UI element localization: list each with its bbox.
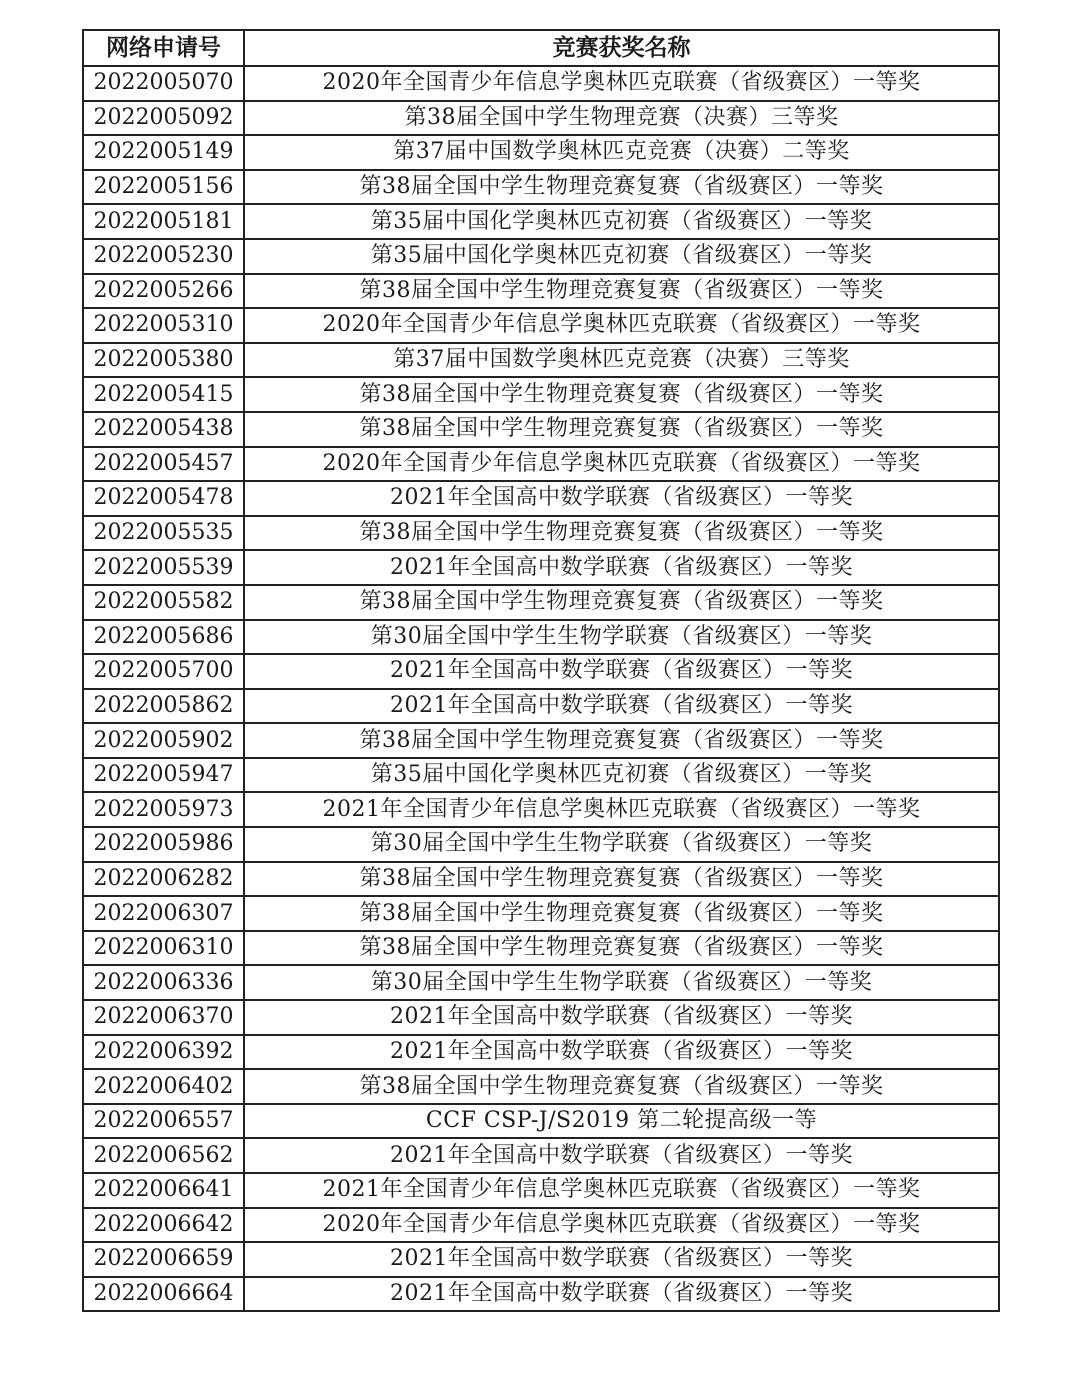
award-name-cell: 第35届中国化学奥林匹克初赛（省级赛区）一等奖 [244,239,999,274]
application-number-cell: 2022006641 [83,1173,244,1208]
application-number-cell: 2022006557 [83,1104,244,1139]
award-name-cell: 2020年全国青少年信息学奥林匹克联赛（省级赛区）一等奖 [244,66,999,101]
application-number-cell: 2022005862 [83,689,244,724]
application-number-cell: 2022006370 [83,1000,244,1035]
application-number-cell: 2022006402 [83,1069,244,1104]
application-number-cell: 2022006392 [83,1035,244,1070]
award-name-cell: CCF CSP-J/S2019 第二轮提高级一等 [244,1104,999,1139]
table-row [83,1173,999,1208]
application-number-cell: 2022005415 [83,377,244,412]
table-row [83,1069,999,1104]
table-row [83,170,999,205]
application-number-cell: 2022005092 [83,101,244,136]
table-row [83,66,999,101]
award-name-cell: 2021年全国高中数学联赛（省级赛区）一等奖 [244,481,999,516]
table-row [83,135,999,170]
table-row [83,1000,999,1035]
application-number-cell: 2022006310 [83,931,244,966]
award-name-cell: 2021年全国高中数学联赛（省级赛区）一等奖 [244,1138,999,1173]
application-number-cell: 2022005947 [83,758,244,793]
table-row [83,689,999,724]
application-number-cell: 2022006307 [83,896,244,931]
award-name-cell: 第30届全国中学生生物学联赛（省级赛区）一等奖 [244,620,999,655]
header-application-number: 网络申请号 [83,30,244,66]
table-row [83,862,999,897]
award-name-cell: 2021年全国高中数学联赛（省级赛区）一等奖 [244,689,999,724]
table-row [83,239,999,274]
table-row [83,965,999,1000]
table-row [83,827,999,862]
award-name-cell: 2021年全国高中数学联赛（省级赛区）一等奖 [244,1035,999,1070]
table-row [83,481,999,516]
application-number-cell: 2022006282 [83,862,244,897]
application-number-cell: 2022005686 [83,620,244,655]
table-row [83,550,999,585]
application-number-cell: 2022005380 [83,343,244,378]
application-number-cell: 2022005986 [83,827,244,862]
application-number-cell: 2022005230 [83,239,244,274]
table-row [83,1104,999,1139]
table-row [83,723,999,758]
table-row [83,101,999,136]
application-number-cell: 2022006642 [83,1208,244,1243]
award-name-cell: 第38届全国中学生物理竞赛复赛（省级赛区）一等奖 [244,412,999,447]
award-name-cell: 2021年全国高中数学联赛（省级赛区）一等奖 [244,1277,999,1312]
application-number-cell: 2022006659 [83,1242,244,1277]
application-number-cell: 2022005582 [83,585,244,620]
table-row [83,585,999,620]
table-row [83,1242,999,1277]
award-name-cell: 2020年全国青少年信息学奥林匹克联赛（省级赛区）一等奖 [244,447,999,482]
awards-table-body [83,66,999,1311]
table-row [83,1138,999,1173]
table-row [83,620,999,655]
application-number-cell: 2022005266 [83,274,244,309]
application-number-cell: 2022005478 [83,481,244,516]
award-name-cell: 第38届全国中学生物理竞赛复赛（省级赛区）一等奖 [244,931,999,966]
award-name-cell: 第38届全国中学生物理竞赛复赛（省级赛区）一等奖 [244,862,999,897]
table-row [83,204,999,239]
award-name-cell: 第38届全国中学生物理竞赛（决赛）三等奖 [244,101,999,136]
table-row [83,343,999,378]
award-name-cell: 第38届全国中学生物理竞赛复赛（省级赛区）一等奖 [244,1069,999,1104]
award-name-cell: 2021年全国青少年信息学奥林匹克联赛（省级赛区）一等奖 [244,1173,999,1208]
table-row [83,516,999,551]
award-name-cell: 第35届中国化学奥林匹克初赛（省级赛区）一等奖 [244,204,999,239]
table-row [83,1035,999,1070]
application-number-cell: 2022006336 [83,965,244,1000]
table-row [83,792,999,827]
award-name-cell: 2020年全国青少年信息学奥林匹克联赛（省级赛区）一等奖 [244,1208,999,1243]
application-number-cell: 2022005539 [83,550,244,585]
table-row [83,654,999,689]
table-row [83,896,999,931]
award-name-cell: 第38届全国中学生物理竞赛复赛（省级赛区）一等奖 [244,723,999,758]
table-row [83,758,999,793]
award-name-cell: 2021年全国高中数学联赛（省级赛区）一等奖 [244,1000,999,1035]
table-row [83,1208,999,1243]
award-name-cell: 2021年全国高中数学联赛（省级赛区）一等奖 [244,1242,999,1277]
application-number-cell: 2022005310 [83,308,244,343]
application-number-cell: 2022005700 [83,654,244,689]
application-number-cell: 2022005902 [83,723,244,758]
application-number-cell: 2022006664 [83,1277,244,1312]
application-number-cell: 2022005149 [83,135,244,170]
award-name-cell: 第30届全国中学生生物学联赛（省级赛区）一等奖 [244,965,999,1000]
application-number-cell: 2022006562 [83,1138,244,1173]
award-name-cell: 第37届中国数学奥林匹克竞赛（决赛）二等奖 [244,135,999,170]
award-name-cell: 2021年全国高中数学联赛（省级赛区）一等奖 [244,550,999,585]
table-row [83,274,999,309]
awards-table [82,29,1000,1312]
table-row [83,308,999,343]
application-number-cell: 2022005457 [83,447,244,482]
award-name-cell: 第38届全国中学生物理竞赛复赛（省级赛区）一等奖 [244,274,999,309]
award-name-cell: 第38届全国中学生物理竞赛复赛（省级赛区）一等奖 [244,896,999,931]
table-row [83,412,999,447]
award-name-cell: 2020年全国青少年信息学奥林匹克联赛（省级赛区）一等奖 [244,308,999,343]
application-number-cell: 2022005070 [83,66,244,101]
application-number-cell: 2022005181 [83,204,244,239]
table-row [83,377,999,412]
application-number-cell: 2022005973 [83,792,244,827]
table-row [83,931,999,966]
award-name-cell: 2021年全国高中数学联赛（省级赛区）一等奖 [244,654,999,689]
award-name-cell: 第38届全国中学生物理竞赛复赛（省级赛区）一等奖 [244,585,999,620]
award-name-cell: 第38届全国中学生物理竞赛复赛（省级赛区）一等奖 [244,377,999,412]
table-row [83,447,999,482]
award-name-cell: 2021年全国青少年信息学奥林匹克联赛（省级赛区）一等奖 [244,792,999,827]
award-name-cell: 第37届中国数学奥林匹克竞赛（决赛）三等奖 [244,343,999,378]
application-number-cell: 2022005156 [83,170,244,205]
header-award-name: 竞赛获奖名称 [244,30,999,66]
award-name-cell: 第35届中国化学奥林匹克初赛（省级赛区）一等奖 [244,758,999,793]
application-number-cell: 2022005535 [83,516,244,551]
table-header-row [83,30,999,66]
application-number-cell: 2022005438 [83,412,244,447]
table-row [83,1277,999,1312]
award-name-cell: 第30届全国中学生生物学联赛（省级赛区）一等奖 [244,827,999,862]
award-name-cell: 第38届全国中学生物理竞赛复赛（省级赛区）一等奖 [244,170,999,205]
award-name-cell: 第38届全国中学生物理竞赛复赛（省级赛区）一等奖 [244,516,999,551]
